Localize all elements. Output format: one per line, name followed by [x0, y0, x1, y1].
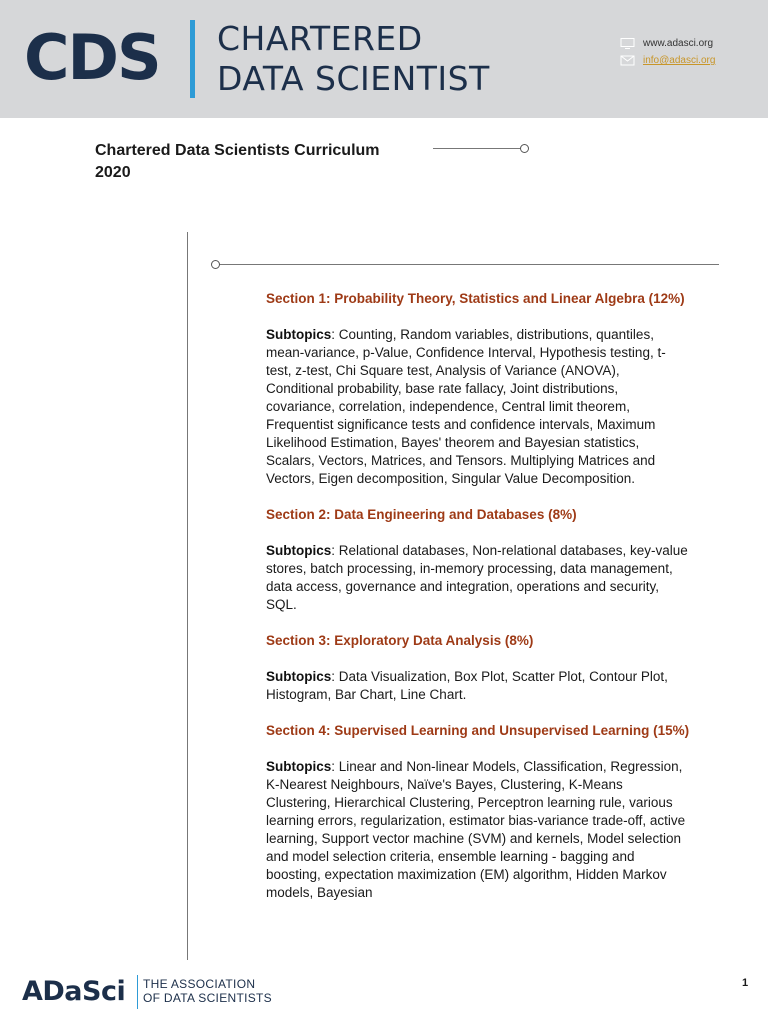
section-heading: Section 2: Data Engineering and Databases (8%) — [266, 507, 577, 522]
section-1 — [266, 290, 690, 488]
footer-logo-divider — [137, 975, 138, 1009]
subtopics-label: Subtopics — [266, 327, 332, 342]
section-2 — [266, 506, 690, 614]
section-subtopics — [266, 668, 690, 704]
subtopics-label: Subtopics — [266, 543, 332, 558]
website-link[interactable]: www.adasci.org — [643, 38, 714, 49]
title-rule — [433, 148, 521, 149]
section-heading: Section 4: Supervised Learning and Unsupervised Learning (15%) — [266, 723, 690, 738]
subtopics-label: Subtopics — [266, 669, 332, 684]
envelope-icon — [620, 55, 635, 66]
section-subtopics — [266, 542, 690, 614]
logo-text-line2: DATA SCIENTIST — [217, 59, 490, 98]
footer-association-line1: THE ASSOCIATION — [143, 977, 256, 991]
horizontal-rule — [218, 264, 719, 265]
title-rule-dot — [520, 144, 529, 153]
footer-association-line2: OF DATA SCIENTISTS — [143, 991, 272, 1005]
page-number: 1 — [742, 977, 749, 989]
website-contact — [620, 38, 713, 49]
document-title — [95, 140, 380, 184]
subtopics-text: : Counting, Random variables, distributions, quantiles, mean-variance, p-Value, Confidence Interval, Hypothesis testing, t-test, z-test, Chi Square test, Analysis of Variance (ANOVA), Conditional probability, base rate fallacy, Joint distributions, covariance, correlation, independence, Central limit theorem, Frequentist significance tests and confidence intervals, Maximum Likelihood Estimation, Bayes' theorem and Bayesian statistics, Scalars, Vectors, Matrices, and Tensors. Multiplying Matrices and Vectors, Eigen decomposition, Singular Value Decomposition. — [266, 327, 666, 486]
section-subtopics — [266, 326, 690, 488]
page-header — [0, 0, 768, 118]
subtopics-text: : Data Visualization, Box Plot, Scatter Plot, Contour Plot, Histogram, Bar Chart, Line Chart. — [266, 669, 668, 702]
email-contact — [620, 55, 715, 66]
section-subtopics — [266, 758, 690, 902]
subtopics-text: : Relational databases, Non-relational databases, key-value stores, batch processing, in-memory processing, data management, data access, governance and integration, operations and security, SQL. — [266, 543, 688, 612]
section-heading: Section 1: Probability Theory, Statistics and Linear Algebra (12%) — [266, 291, 685, 306]
section-heading: Section 3: Exploratory Data Analysis (8%) — [266, 633, 534, 648]
logo-divider — [190, 20, 195, 98]
document-title-line1: Chartered Data Scientists Curriculum — [95, 142, 380, 159]
adasci-logo: ADaSci — [22, 976, 126, 1007]
horizontal-rule-dot — [211, 260, 220, 269]
footer-association — [143, 977, 272, 1005]
subtopics-text: : Linear and Non-linear Models, Classification, Regression, K-Nearest Neighbours, Naïve's Bayes, Clustering, K-Means Clustering, Hierarchical Clustering, Perceptron learning rule, various learning errors, regularization, estimator bias-variance trade-off, active learning, Support vector machine (SVM) and kernels, Model selection and model selection criteria, ensemble learning - bagging and boosting, expectation maximization (EM) algorithm, Hidden Markov models, Bayesian — [266, 759, 686, 900]
email-link[interactable]: info@adasci.org — [643, 55, 716, 66]
vertical-rule — [187, 232, 188, 960]
subtopics-label: Subtopics — [266, 759, 332, 774]
curriculum-content — [266, 290, 690, 920]
section-4 — [266, 722, 690, 902]
logo-text-line1: CHARTERED — [217, 19, 423, 58]
section-3 — [266, 632, 690, 704]
document-title-line2: 2020 — [95, 164, 131, 181]
cds-logo: CDS — [24, 21, 160, 94]
monitor-icon — [620, 38, 635, 49]
